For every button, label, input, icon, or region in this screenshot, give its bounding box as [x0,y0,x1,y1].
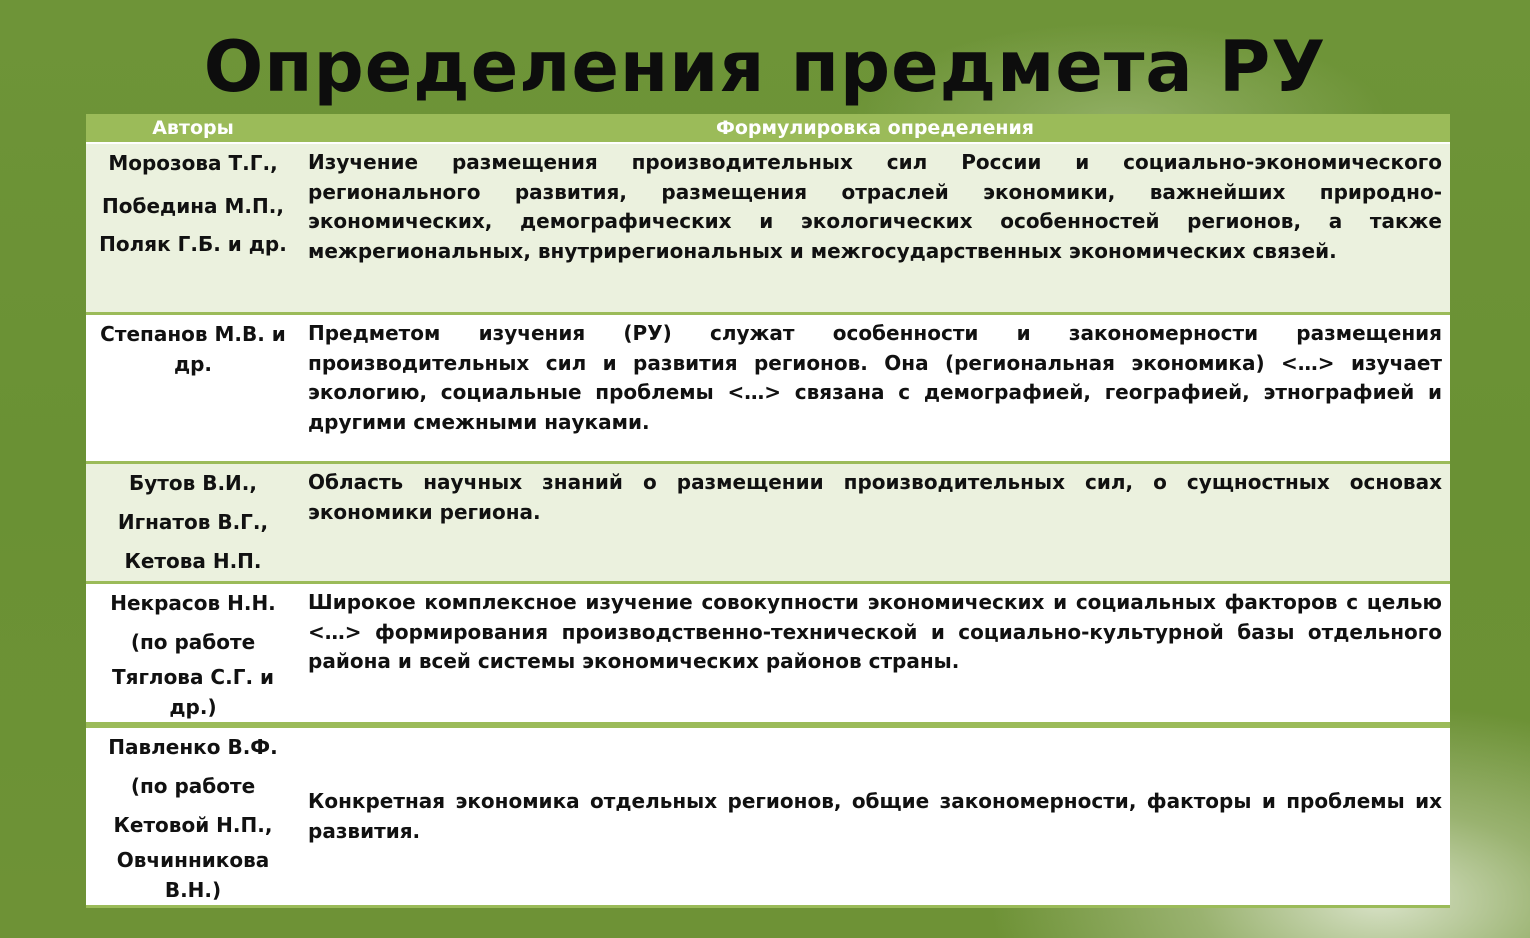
author-line: Овчинникова В.Н.) [116,848,270,902]
table-row [86,314,1450,463]
authors-cell [86,725,300,907]
slide-title: Определения предмета РУ [203,26,1327,108]
author-line: Бутов В.И., [128,471,257,495]
author-line: Поляк Г.Б. и др. [99,232,287,256]
author-line: Некрасов Н.Н. [110,591,276,615]
author-line: (по работе [130,774,256,798]
author-line: Игнатов В.Г., [117,510,269,534]
author-line: Тяглова С.Г. и др.) [111,665,275,719]
authors-cell [86,143,300,314]
definition-cell: Область научных знаний о размещении производительных сил, о сущностных основах экономики региона. [300,463,1450,583]
author-line: Кетова Н.П. [124,549,262,573]
header-definition: Формулировка определения [300,114,1450,143]
definition-cell: Широкое комплексное изучение совокупности экономических и социальных факторов с целью <…> формирования производственно-технической и социально-культурной базы отдельного района и всей системы экономических районов страны. [300,583,1450,726]
definition-cell: Изучение размещения производительных сил России и социально-экономического регионального развития, размещения отраслей экономики, важнейших природно-экономических, демографических и экологических особенностей регионов, а также межрегиональных, внутрирегиональных и межгосударственных экономических связей. [300,143,1450,314]
definitions-table-container [86,114,1450,902]
author-line: Морозова Т.Г., [108,151,278,175]
author-line: Кетовой Н.П., [113,813,273,837]
table-row [86,725,1450,907]
author-line: Степанов М.В. и др. [100,322,286,376]
table-row [86,143,1450,314]
author-line: (по работе [130,630,256,654]
definition-cell: Конкретная экономика отдельных регионов, общие закономерности, факторы и проблемы их развития. [300,725,1450,907]
author-line: Победина М.П., [102,194,284,218]
definitions-table [86,114,1450,908]
header-authors: Авторы [86,114,300,143]
table-row [86,463,1450,583]
authors-cell [86,583,300,726]
table-row [86,583,1450,726]
author-line: Павленко В.Ф. [108,735,278,759]
definition-cell: Предметом изучения (РУ) служат особенности и закономерности размещения производительных сил и развития регионов. Она (региональная экономика) <…> изучает экологию, социальные проблемы <…> связана с демографией, географией, этнографией и другими смежными науками. [300,314,1450,463]
table-header-row [86,114,1450,143]
authors-cell [86,314,300,463]
authors-cell [86,463,300,583]
